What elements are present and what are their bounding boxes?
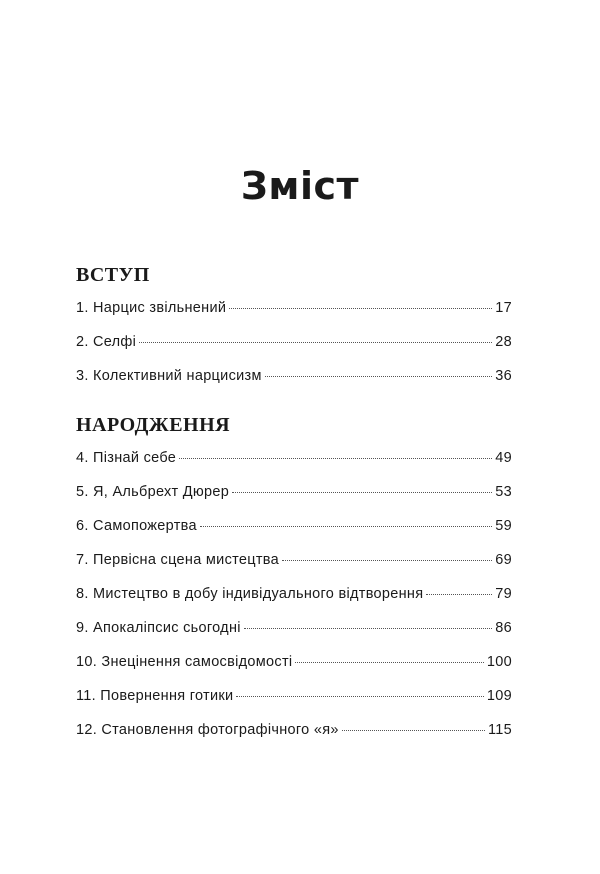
table-of-contents bbox=[76, 262, 512, 752]
dot-leader bbox=[179, 458, 492, 459]
toc-entry-label: 1. Нарцис звільнений bbox=[76, 300, 227, 316]
toc-entry bbox=[76, 616, 512, 650]
dot-leader bbox=[265, 376, 493, 377]
toc-entry bbox=[76, 514, 512, 548]
toc-entry-page: 115 bbox=[487, 722, 512, 738]
section-heading-narodzhennia: НАРОДЖЕННЯ bbox=[76, 414, 231, 436]
toc-entry bbox=[76, 684, 512, 718]
toc-entry-label: 10. Знецінення самосвідомості bbox=[76, 654, 293, 670]
dot-leader bbox=[282, 560, 492, 561]
toc-entry-page: 69 bbox=[495, 552, 512, 568]
toc-entry-page: 36 bbox=[495, 368, 512, 384]
dot-leader bbox=[200, 526, 492, 527]
toc-entry bbox=[76, 548, 512, 582]
toc-entry-label: 8. Мистецтво в добу індивідуального відтворення bbox=[76, 586, 424, 602]
section-heading-vstup: ВСТУП bbox=[76, 264, 150, 286]
toc-entry-page: 49 bbox=[495, 450, 512, 466]
toc-entry-label: 9. Апокаліпсис сьогодні bbox=[76, 620, 241, 636]
toc-entry-page: 86 bbox=[495, 620, 512, 636]
toc-entry bbox=[76, 650, 512, 684]
toc-entry bbox=[76, 480, 512, 514]
toc-entry bbox=[76, 364, 512, 398]
toc-entry-page: 17 bbox=[495, 300, 512, 316]
dot-leader bbox=[232, 492, 492, 493]
dot-leader bbox=[295, 662, 484, 663]
toc-entry-page: 59 bbox=[495, 518, 512, 534]
toc-entry-label: 2. Селфі bbox=[76, 334, 137, 350]
toc-entry-page: 100 bbox=[486, 654, 512, 670]
toc-entry-label: 12. Становлення фотографічного «я» bbox=[76, 722, 339, 738]
dot-leader bbox=[426, 594, 492, 595]
toc-entry-page: 79 bbox=[495, 586, 512, 602]
toc-entry bbox=[76, 446, 512, 480]
toc-entry bbox=[76, 582, 512, 616]
toc-entry-label: 3. Колективний нарцисизм bbox=[76, 368, 262, 384]
dot-leader bbox=[236, 696, 483, 697]
page-title: Зміст bbox=[240, 164, 360, 208]
toc-entry-label: 5. Я, Альбрехт Дюрер bbox=[76, 484, 230, 500]
dot-leader bbox=[244, 628, 492, 629]
toc-entry-label: 11. Повернення готики bbox=[76, 688, 234, 704]
toc-entry-label: 7. Первісна сцена мистецтва bbox=[76, 552, 280, 568]
toc-entry bbox=[76, 296, 512, 330]
toc-entry bbox=[76, 718, 512, 752]
dot-leader bbox=[229, 308, 492, 309]
toc-entry-page: 53 bbox=[495, 484, 512, 500]
toc-entry-page: 28 bbox=[495, 334, 512, 350]
toc-entry-page: 109 bbox=[486, 688, 512, 704]
toc-entry-label: 6. Самопожертва bbox=[76, 518, 197, 534]
toc-entry bbox=[76, 330, 512, 364]
dot-leader bbox=[139, 342, 492, 343]
toc-entry-label: 4. Пізнай себе bbox=[76, 450, 177, 466]
dot-leader bbox=[342, 730, 485, 731]
